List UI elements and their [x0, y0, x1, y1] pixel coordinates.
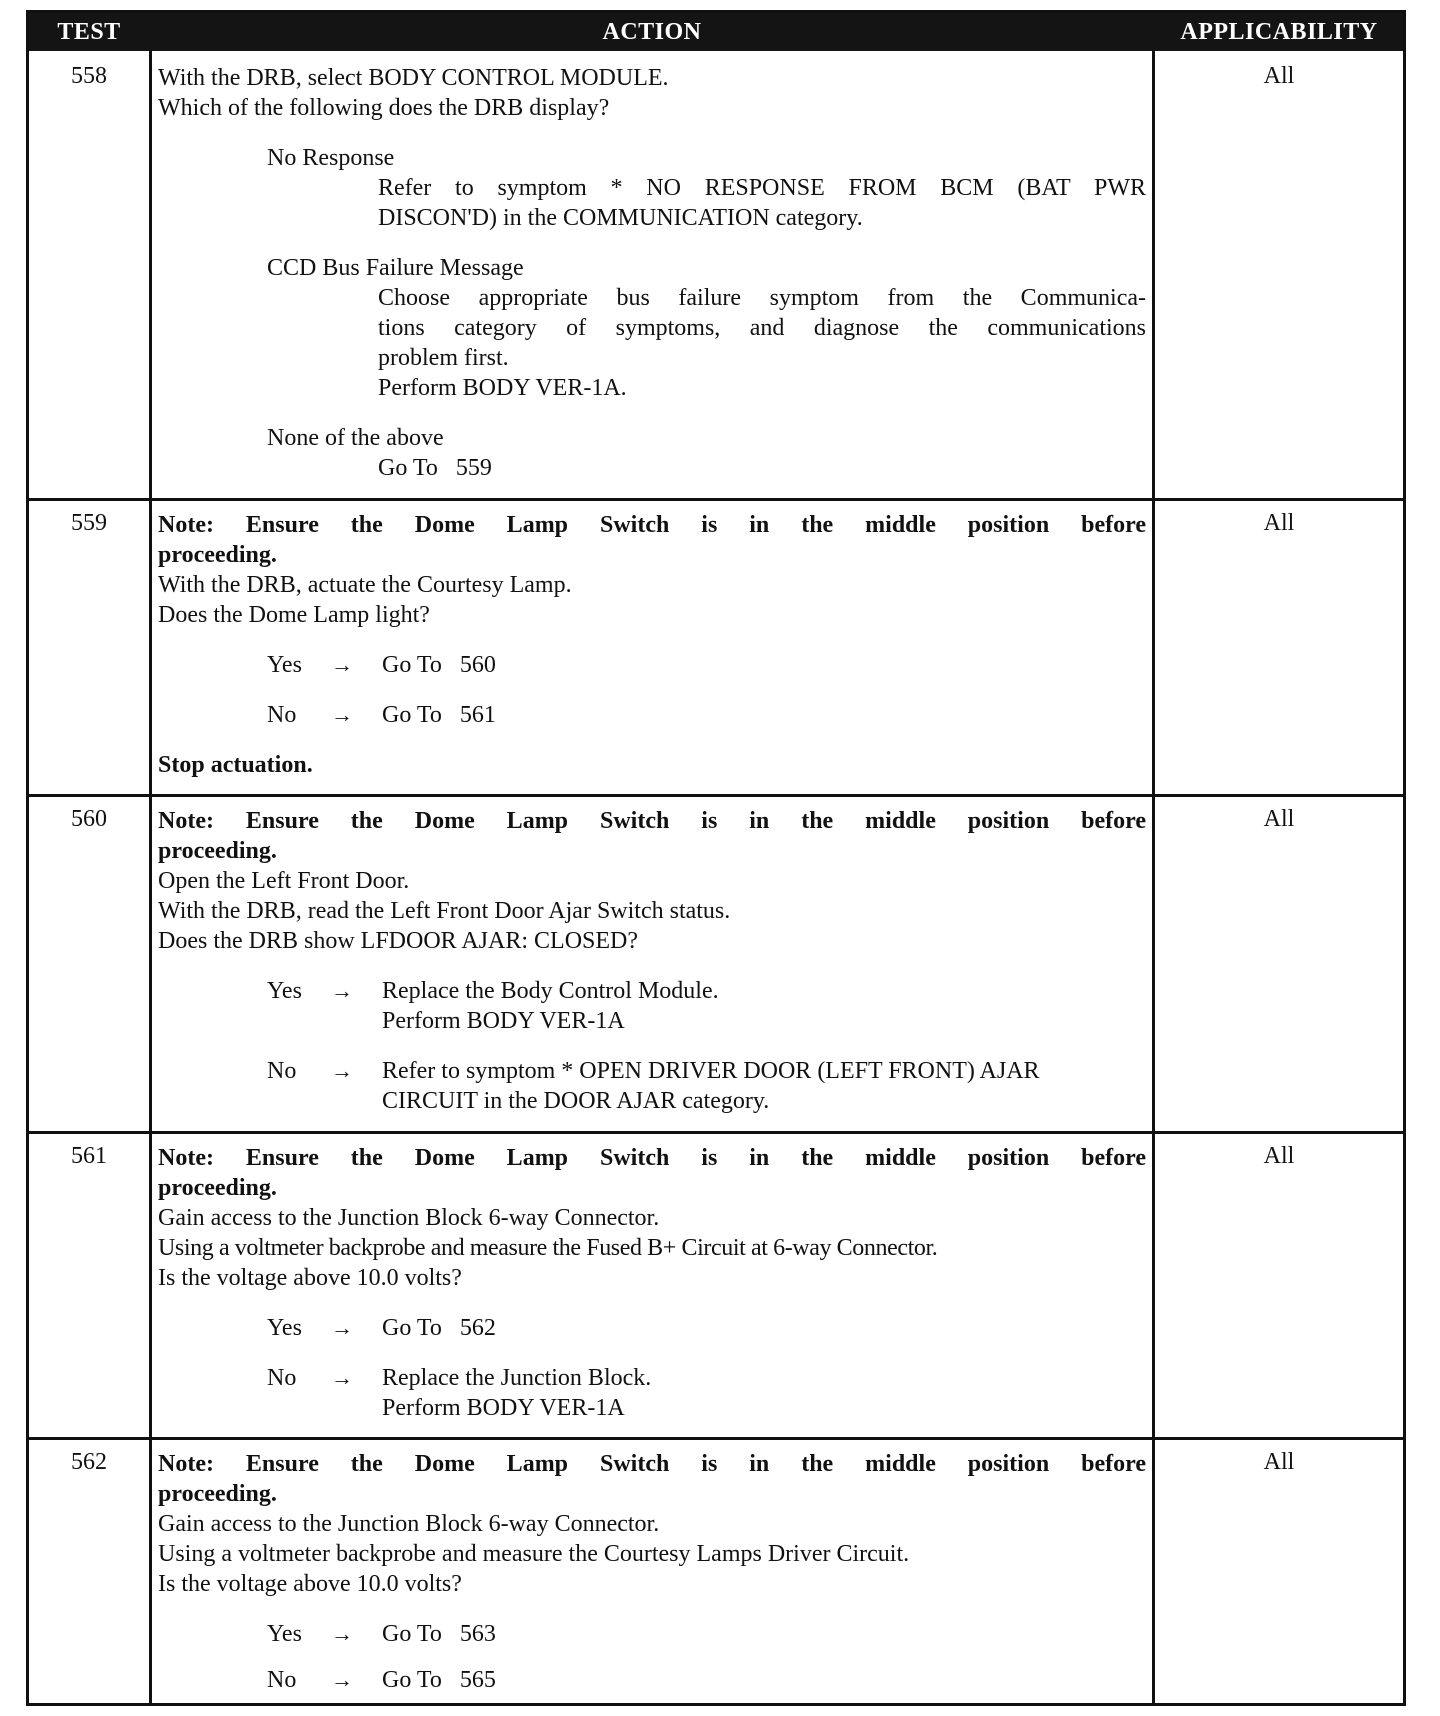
note-line: proceeding. [158, 1481, 277, 1507]
answer-yes: Yes [267, 652, 302, 678]
note-line: proceeding. [158, 1175, 277, 1201]
goto-target: Go To 562 [382, 1315, 496, 1341]
option-label: No Response [267, 145, 395, 171]
header-test: TEST [57, 19, 121, 45]
action-line: With the DRB, select BODY CONTROL MODULE. [158, 65, 669, 91]
note-line: Note: Ensure the Dome Lamp Switch is in the middle position before [158, 1451, 1146, 1477]
goto-target: Go To 559 [378, 455, 492, 481]
answer-text: Perform BODY VER-1A [382, 1395, 625, 1421]
answer-text: Replace the Junction Block. [382, 1365, 652, 1391]
note-line: Note: Ensure the Dome Lamp Switch is in the middle position before [158, 512, 1146, 538]
test-number: 561 [71, 1143, 107, 1169]
row-divider [29, 1437, 1403, 1440]
action-line: With the DRB, read the Left Front Door Ajar Switch status. [158, 898, 731, 924]
test-number: 559 [71, 510, 107, 536]
goto-target: Go To 561 [382, 702, 496, 728]
row-divider [29, 498, 1403, 501]
column-divider [149, 51, 152, 1703]
goto-target: Go To 565 [382, 1667, 496, 1693]
header-action: ACTION [602, 19, 702, 45]
option-label: None of the above [267, 425, 444, 451]
arrow-icon: → [331, 1315, 353, 1340]
answer-text: Refer to symptom * OPEN DRIVER DOOR (LEFT FRONT) AJAR [382, 1058, 1040, 1084]
header-applicability: APPLICABILITY [1180, 19, 1378, 45]
answer-text: CIRCUIT in the DOOR AJAR category. [382, 1088, 770, 1114]
action-line: Gain access to the Junction Block 6-way Connector. [158, 1511, 660, 1537]
answer-no: No [267, 1667, 297, 1693]
arrow-icon: → [331, 1058, 353, 1083]
action-line: Gain access to the Junction Block 6-way Connector. [158, 1205, 660, 1231]
arrow-icon: → [331, 1365, 353, 1390]
option-text: Choose appropriate bus failure symptom from the Communica- [378, 285, 1146, 311]
answer-text: Perform BODY VER-1A [382, 1008, 625, 1034]
stop-note: Stop actuation. [158, 752, 313, 778]
note-line: Note: Ensure the Dome Lamp Switch is in the middle position before [158, 808, 1146, 834]
action-line: Using a voltmeter backprobe and measure the Fused B+ Circuit at 6-way Connector. [158, 1235, 938, 1261]
action-line: Is the voltage above 10.0 volts? [158, 1265, 462, 1291]
test-number: 560 [71, 806, 107, 832]
answer-yes: Yes [267, 1621, 302, 1647]
note-line: proceeding. [158, 838, 277, 864]
action-line: With the DRB, actuate the Courtesy Lamp. [158, 572, 572, 598]
test-number: 562 [71, 1449, 107, 1475]
action-line: Open the Left Front Door. [158, 868, 410, 894]
goto-target: Go To 560 [382, 652, 496, 678]
applicability: All [1263, 1449, 1295, 1475]
applicability: All [1263, 63, 1295, 89]
goto-target: Go To 563 [382, 1621, 496, 1647]
action-line: Is the voltage above 10.0 volts? [158, 1571, 462, 1597]
option-text: DISCON'D) in the COMMUNICATION category. [378, 205, 863, 231]
applicability: All [1263, 510, 1295, 536]
answer-text: Replace the Body Control Module. [382, 978, 719, 1004]
arrow-icon: → [331, 702, 353, 727]
arrow-icon: → [331, 978, 353, 1003]
table-header [29, 13, 1403, 51]
answer-no: No [267, 1058, 297, 1084]
action-line: Does the Dome Lamp light? [158, 602, 430, 628]
answer-no: No [267, 1365, 297, 1391]
answer-no: No [267, 702, 297, 728]
test-number: 558 [71, 63, 107, 89]
note-line: proceeding. [158, 542, 277, 568]
action-line: Does the DRB show LFDOOR AJAR: CLOSED? [158, 928, 639, 954]
answer-yes: Yes [267, 978, 302, 1004]
option-text: Refer to symptom * NO RESPONSE FROM BCM (BAT PWR [378, 175, 1146, 201]
action-line: Which of the following does the DRB display? [158, 95, 610, 121]
arrow-icon: → [331, 1667, 353, 1692]
note-line: Note: Ensure the Dome Lamp Switch is in the middle position before [158, 1145, 1146, 1171]
option-text: Perform BODY VER-1A. [378, 375, 627, 401]
arrow-icon: → [331, 1621, 353, 1646]
diagnostic-table [26, 10, 1406, 1706]
row-divider [29, 794, 1403, 797]
applicability: All [1263, 806, 1295, 832]
arrow-icon: → [331, 652, 353, 677]
answer-yes: Yes [267, 1315, 302, 1341]
option-text: problem first. [378, 345, 509, 371]
applicability: All [1263, 1143, 1295, 1169]
option-label: CCD Bus Failure Message [267, 255, 524, 281]
row-divider [29, 1131, 1403, 1134]
action-line: Using a voltmeter backprobe and measure the Courtesy Lamps Driver Circuit. [158, 1541, 910, 1567]
option-text: tions category of symptoms, and diagnose the communications [378, 315, 1146, 341]
